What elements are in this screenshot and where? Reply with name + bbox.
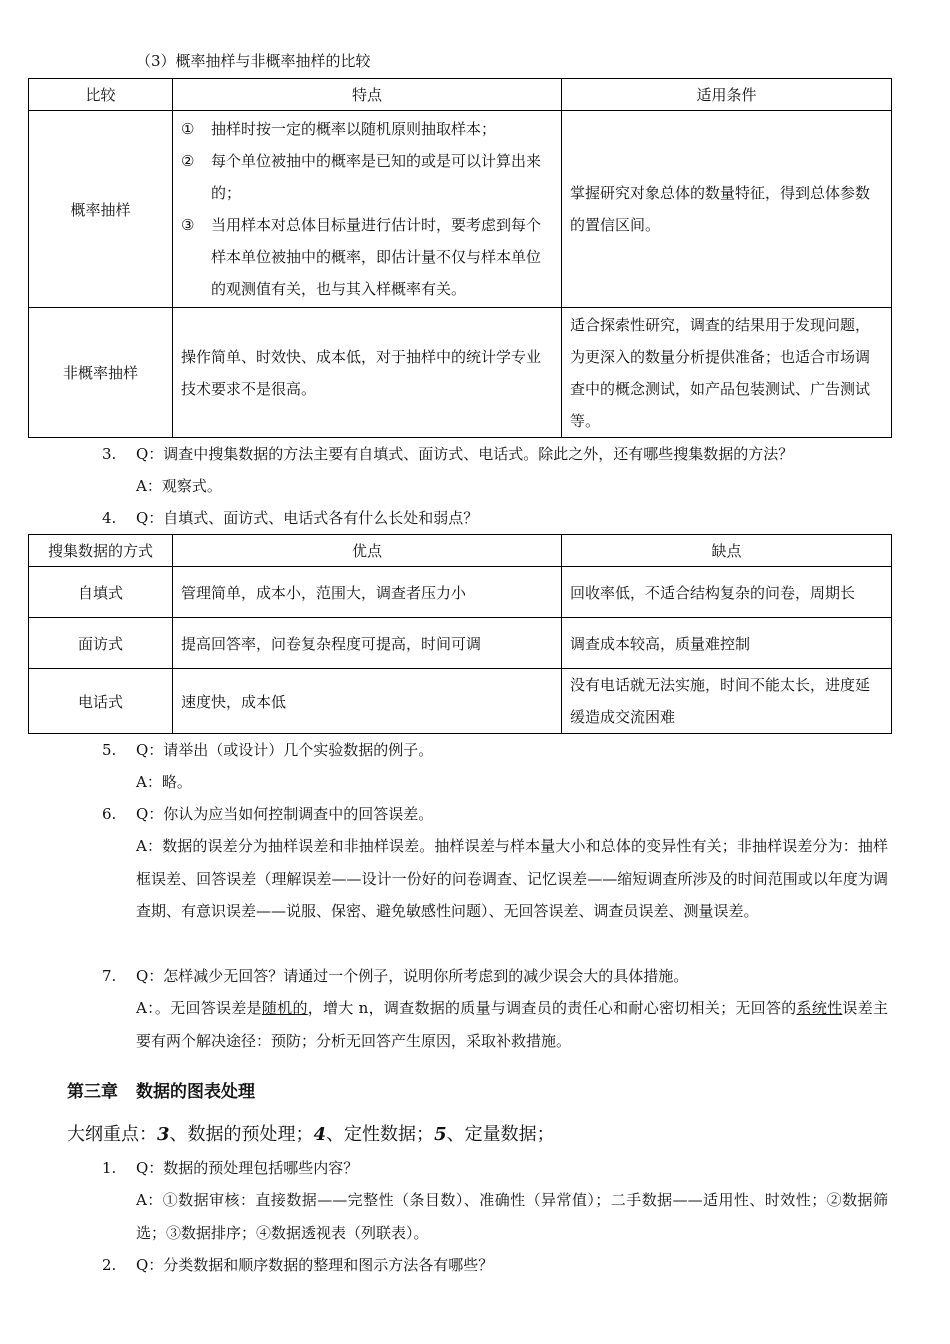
table-cell: 没有电话就无法实施，时间不能太长，进度延缓造成交流困难: [562, 669, 892, 734]
table-header-row: [29, 535, 892, 567]
question-number: 1.: [102, 1159, 117, 1177]
row-conditions: 适合探索性研究，调查的结果用于发现问题，为更深入的数量分析提供准备；也适合市场调查中的概念测试，如产品包装测试、广告测试等。: [562, 308, 892, 438]
table-header: 优点: [173, 535, 562, 567]
table-header: 适用条件: [562, 79, 892, 111]
question-number: 4.: [102, 509, 117, 527]
table-row: [29, 618, 892, 669]
question-number: 6.: [102, 805, 117, 823]
question-text: Q：请举出（或设计）几个实验数据的例子。: [136, 741, 434, 759]
table-header: 比较: [29, 79, 173, 111]
question-text: Q：你认为应当如何控制调查中的回答误差。: [136, 805, 434, 823]
answer-text: A：①数据审核：直接数据——完整性（条目数）、准确性（异常值）；二手数据——适用性、时效性；②数据筛选；③数据排序；④数据透视表（列联表）。: [136, 1191, 888, 1242]
table-cell: 回收率低，不适合结构复杂的问卷，周期长: [562, 567, 892, 618]
question-text: Q：数据的预处理包括哪些内容？: [136, 1159, 359, 1177]
table-cell: 管理简单，成本小，范围大，调查者压力小: [173, 567, 562, 618]
question-number: 3.: [102, 445, 117, 463]
question-number: 2.: [102, 1256, 117, 1274]
outline-key-points: 大纲重点：3、数据的预处理；4、定性数据；5、定量数据；: [67, 1124, 555, 1145]
table-header: 缺点: [562, 535, 892, 567]
question-text: Q：调查中搜集数据的方法主要有自填式、面访式、电话式。除此之外，还有哪些搜集数据的方法？: [136, 445, 794, 463]
answer-text: A：略。: [136, 773, 192, 791]
answer-text: A：数据的误差分为抽样误差和非抽样误差。抽样误差与样本量大小和总体的变异性有关；非抽样误差分为：抽样框误差、回答误差（理解误差——设计一份好的问卷调查、记忆误差——缩短调查所涉及的时间范围或以年度为调查期、有意识误差——说服、保密、避免敏感性问题）、无回答误差、调查员误差、测量误差。: [136, 837, 888, 920]
row-conditions: 掌握研究对象总体的数量特征，得到总体参数的置信区间。: [562, 111, 892, 308]
table-cell: 提高回答率，问卷复杂程度可提高，时间可调: [173, 618, 562, 669]
table-row: [29, 567, 892, 618]
table-header-row: [29, 79, 892, 111]
table-row: [29, 308, 892, 438]
collection-methods-table: [28, 534, 892, 734]
question-text: Q：分类数据和顺序数据的整理和图示方法各有哪些？: [136, 1256, 494, 1274]
feature-list: [181, 113, 553, 305]
question-text: Q：自填式、面访式、电话式各有什么长处和弱点？: [136, 509, 479, 527]
question-number: 5.: [102, 741, 117, 759]
question-text: Q：怎样减少无回答？请通过一个例子，说明你所考虑到的减少误会大的具体措施。: [136, 967, 689, 985]
chapter-heading: 第三章 数据的图表处理: [67, 1082, 255, 1102]
table-row: [29, 669, 892, 734]
table-cell: 调查成本较高，质量难控制: [562, 618, 892, 669]
table-cell: 速度快，成本低: [173, 669, 562, 734]
row-label: 概率抽样: [29, 111, 173, 308]
row-label: 非概率抽样: [29, 308, 173, 438]
question-number: 7.: [102, 967, 117, 985]
table-header: 特点: [173, 79, 562, 111]
table-cell: 电话式: [29, 669, 173, 734]
section-title: （3）概率抽样与非概率抽样的比较: [136, 52, 371, 70]
row-features: 操作简单、时效快、成本低，对于抽样中的统计学专业技术要求不是很高。: [173, 308, 562, 438]
sampling-comparison-table: [28, 78, 892, 438]
list-item: ① 抽样时按一定的概率以随机原则抽取样本；: [181, 120, 497, 138]
answer-text: A：。无回答误差是随机的，增大 n，调查数据的质量与调查员的责任心和耐心密切相关；无回答的系统性误差主要有两个解决途径：预防；分析无回答产生原因，采取补救措施。: [136, 999, 888, 1050]
list-item: ③ 当用样本对总体目标量进行估计时，要考虑到每个样本单位被抽中的概率，即估计量不仅与样本单位的观测值有关，也与其入样概率有关。: [181, 216, 542, 298]
table-header: 搜集数据的方式: [29, 535, 173, 567]
table-cell: 自填式: [29, 567, 173, 618]
list-item: ② 每个单位被抽中的概率是已知的或是可以计算出来的；: [181, 152, 542, 202]
table-cell: 面访式: [29, 618, 173, 669]
table-row: [29, 111, 892, 308]
answer-text: A：观察式。: [136, 477, 222, 495]
